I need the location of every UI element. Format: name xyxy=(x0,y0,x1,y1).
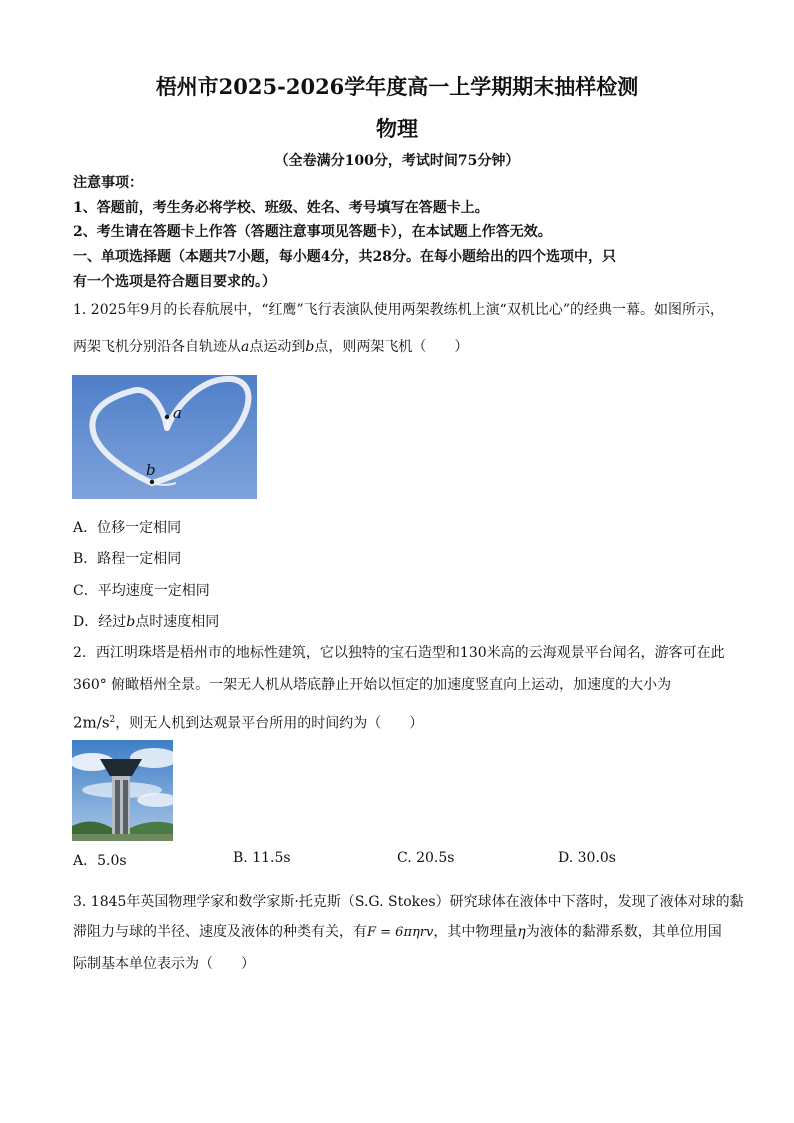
q1-option-d xyxy=(73,611,219,631)
q2-option-b: B. 11.5s xyxy=(233,850,291,866)
notes-item-1: 1、答题前，考生务必将学校、班级、姓名、考号填写在答题卡上。 xyxy=(73,200,489,216)
heart-contrail-photo xyxy=(72,375,257,499)
q3-stem-line-3: 际制基本单位表示为（ ） xyxy=(73,956,255,972)
q1-option-d-text: 点时速度相同 xyxy=(135,614,220,630)
q2-stem-line-1: 2．西江明珠塔是梧州市的地标性建筑，它以独特的宝石造型和130米高的云海观景平台闻名，游客可在此 xyxy=(73,645,725,661)
q1-stem-line-2 xyxy=(73,337,468,357)
q2-option-d: D. 30.0s xyxy=(558,850,616,866)
section-1-line-1: 一、单项选择题（本题共7小题，每小题4分，共28分。在每小题给出的四个选项中，只 xyxy=(73,249,616,265)
q2-option-a: A．5.0s xyxy=(73,853,127,869)
q1-stem-text: 两架飞机分别沿各自轨迹从 xyxy=(73,339,241,355)
q3-stem-text: 滞阻力与球的半径、速度及液体的种类有关，有 xyxy=(73,924,367,940)
point-a-dot xyxy=(165,415,169,419)
point-b-dot xyxy=(150,480,154,484)
tower-figure xyxy=(72,740,173,841)
q3-stem-line-2 xyxy=(73,922,722,943)
eta-symbol: η xyxy=(517,924,526,940)
exam-info: （全卷满分100分，考试时间75分钟） xyxy=(274,153,520,169)
point-b-label: b xyxy=(126,614,136,630)
q2-stem-line-2: 360° 俯瞰梧州全景。一架无人机从塔底静止开始以恒定的加速度竖直向上运动，加速度的大小为 xyxy=(73,677,672,693)
section-1-line-2: 有一个选项是符合题目要求的。） xyxy=(73,274,276,290)
subject-title: 物理 xyxy=(376,116,418,141)
notes-heading: 注意事项： xyxy=(73,175,143,191)
heart-contrail-figure xyxy=(72,375,257,499)
notes-item-2: 2、考生请在答题卡上作答（答题注意事项见答题卡），在本试题上作答无效。 xyxy=(73,224,552,240)
q1-option-d-text: D．经过 xyxy=(73,614,127,630)
q1-option-c: C．平均速度一定相同 xyxy=(73,583,210,599)
exam-title: 梧州市2025-2026学年度高一上学期期末抽样检测 xyxy=(155,74,639,99)
q1-stem-line-1: 1. 2025年9月的长春航展中，“红鹰”飞行表演队使用两架教练机上演“双机比心”的经典一幕。如图所示， xyxy=(73,302,724,318)
q2-stem-line-3 xyxy=(73,710,423,734)
acceleration-exponent: 2 xyxy=(109,715,116,725)
q3-stem-text: ，其中物理量 xyxy=(433,924,518,940)
q3-stem-line-1: 3. 1845年英国物理学家和数学家斯·托克斯（S.G. Stokes）研究球体在液体中下落时，发现了液体对球的黏 xyxy=(73,894,744,910)
q2-option-c: C. 20.5s xyxy=(397,850,455,866)
acceleration-value: 2m/s xyxy=(73,713,110,732)
figure-label-b: b xyxy=(146,461,156,479)
q1-stem-text: 点，则两架飞机（ ） xyxy=(314,339,469,355)
stokes-formula: F = 6πηrv xyxy=(367,925,434,940)
figure-label-a: a xyxy=(173,404,182,422)
point-b-label: b xyxy=(305,339,315,355)
q1-option-a: A．位移一定相同 xyxy=(73,520,182,536)
q1-option-b: B．路程一定相同 xyxy=(73,551,182,567)
xijiang-pearl-tower-photo xyxy=(72,740,173,841)
point-a-label: a xyxy=(241,339,250,355)
q1-stem-text: 点运动到 xyxy=(249,339,306,355)
q2-stem-text: ，则无人机到达观景平台所用的时间约为（ ） xyxy=(115,715,424,732)
q3-stem-text: 为液体的黏滞系数，其单位用国 xyxy=(525,924,722,940)
